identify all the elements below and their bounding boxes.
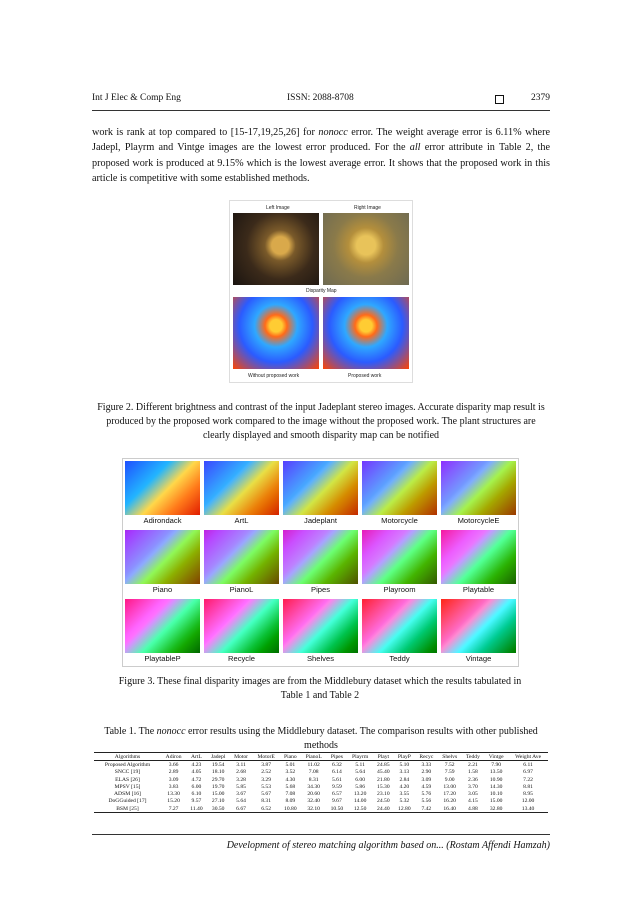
- table-cell: 3.09: [168, 776, 179, 783]
- disparity-image: [204, 599, 279, 653]
- table-cell: 10.50: [327, 805, 348, 813]
- disparity-image: [283, 461, 358, 515]
- table-header-cell: Weight Ave: [508, 753, 548, 761]
- table-row: [94, 783, 548, 790]
- table-row: [94, 769, 548, 776]
- left-stereo-image: [233, 213, 319, 285]
- table-cell: 5.53: [261, 783, 272, 790]
- disparity-image-label: Teddy: [389, 654, 410, 663]
- table-header-cell: Adiron: [161, 753, 186, 761]
- table-cell: 10.10: [489, 791, 503, 798]
- table-cell: 3.52: [285, 769, 296, 776]
- table-cell: 29.70: [211, 776, 225, 783]
- disparity-image: [362, 530, 437, 584]
- table-cell: 4.05: [191, 769, 202, 776]
- disparity-image: [441, 530, 516, 584]
- table-cell: 5.67: [261, 791, 272, 798]
- table-cell: 3.28: [236, 776, 246, 783]
- table-header-cell: Playrm: [347, 753, 373, 761]
- table-cell: 5.10: [399, 761, 410, 768]
- table-cell: 6.00: [355, 776, 365, 783]
- disparity-image-label: Pipes: [311, 585, 330, 594]
- table-cell: 9.57: [191, 798, 202, 805]
- disparity-image: [283, 599, 358, 653]
- disparity-image-label: PianoL: [229, 585, 254, 594]
- proposed-label: Proposed work: [348, 373, 382, 379]
- table-cell: 8.95: [523, 791, 533, 798]
- disparity-image: [441, 599, 516, 653]
- disparity-image: [125, 599, 200, 653]
- disparity-image-label: Shelves: [306, 654, 335, 663]
- table-cell: 3.11: [236, 761, 246, 768]
- disparity-proposed: [323, 297, 409, 369]
- disparity-image-cell: [281, 597, 360, 666]
- disparity-image: [362, 461, 437, 515]
- header-rule: [92, 110, 550, 111]
- disparity-image-label: MotorcycleE: [457, 516, 500, 525]
- disparity-image: [441, 461, 516, 515]
- table-header-cell: Recyc: [415, 753, 438, 761]
- table-cell: 2.90: [421, 769, 432, 776]
- disparity-image-label: Adirondack: [143, 516, 182, 525]
- table-cell: 6.97: [523, 769, 533, 776]
- table-cell: 7.42: [415, 805, 438, 813]
- table-cell: 30.50: [207, 805, 230, 813]
- table-cell: 7.08: [308, 769, 319, 776]
- table-cell: 6.11: [523, 761, 533, 768]
- disparity-image-label: PlaytableP: [144, 654, 181, 663]
- disparity-image: [204, 461, 279, 515]
- table-header-cell: Motor: [230, 753, 253, 761]
- disparity-image-cell: [281, 459, 360, 528]
- table-cell: 3.33: [421, 761, 432, 768]
- table-cell: 13.40: [508, 805, 548, 813]
- table-cell: 5.32: [399, 798, 410, 805]
- without-proposed-label: Without proposed work: [248, 373, 300, 379]
- table-cell: 15.00: [489, 798, 503, 805]
- table-cell: 3.29: [261, 776, 272, 783]
- table-header-cell: Teddy: [462, 753, 485, 761]
- disparity-image-label: Recycle: [227, 654, 255, 663]
- disparity-image-label: Piano: [152, 585, 173, 594]
- table-cell: 11.40: [186, 805, 206, 813]
- table-cell: 7.59: [444, 769, 455, 776]
- table-cell: 15.20: [167, 798, 180, 805]
- table-cell: 6.67: [230, 805, 253, 813]
- table-cell: 15.30: [377, 783, 390, 790]
- table-cell: 3.05: [468, 791, 478, 798]
- table-cell: 32.10: [301, 805, 327, 813]
- table-header-cell: MotorE: [252, 753, 280, 761]
- paragraph-line: work is rank at top compared to [15-17,19,25,26] for nonocc error. The weight average error is 6.11% where: [92, 127, 550, 138]
- disparity-image-label: Motorcycle: [381, 516, 418, 525]
- table-cell: 20.60: [307, 791, 320, 798]
- table-cell: 12.00: [521, 798, 535, 805]
- table-cell: 7.52: [444, 761, 455, 768]
- table-cell: 5.01: [285, 761, 296, 768]
- disparity-image-label: Playroom: [383, 585, 416, 594]
- table-cell: 6.57: [331, 791, 342, 798]
- table-cell: 3.83: [168, 783, 179, 790]
- table-cell: 2.52: [261, 769, 272, 776]
- disparity-image-cell: [360, 459, 439, 528]
- table-cell: 12.50: [347, 805, 373, 813]
- disparity-image-label: ArtL: [234, 516, 249, 525]
- table-cell: 24.85: [377, 761, 390, 768]
- table-cell: 7.90: [491, 761, 502, 768]
- table-cell: 9.00: [444, 776, 455, 783]
- table-cell: DoGGuided [17]: [108, 798, 147, 805]
- table-cell: 5.85: [236, 783, 246, 790]
- table-cell: 8.09: [285, 798, 296, 805]
- table-cell: 3.70: [468, 783, 478, 790]
- table-header-row: [94, 753, 548, 761]
- table-1-caption: Table 1. The nonocc error results using the Middlebury dataset. The comparison results with other published methods: [104, 726, 538, 751]
- table-cell: 4.72: [191, 776, 202, 783]
- table-row: [94, 790, 548, 797]
- table-cell: 24.50: [377, 798, 390, 805]
- paragraph-line: proposed work is produced at 9.15% which is the lowest average error. It shows that the proposed work in this: [92, 157, 550, 169]
- table-cell: 14.30: [489, 783, 503, 790]
- figure-3: [122, 458, 519, 667]
- table-cell: 5.11: [355, 761, 365, 768]
- table-cell: 6.14: [331, 769, 342, 776]
- table-cell: 7.27: [161, 805, 186, 813]
- table-cell: 34.30: [307, 783, 320, 790]
- table-cell: 13.00: [443, 783, 456, 790]
- table-cell: 8.31: [308, 776, 319, 783]
- table-cell: 6.52: [252, 805, 280, 813]
- table-cell: 9.59: [331, 783, 342, 790]
- table-cell: 2.89: [168, 769, 179, 776]
- paragraph-line: Jadepl, Playrm and Vintge images are the lowest error produced. For the all error attribute in Table 2, the: [92, 142, 550, 154]
- table-cell: 4.88: [462, 805, 485, 813]
- page-number: 2379: [531, 93, 550, 103]
- table-cell: 32.40: [307, 798, 320, 805]
- table-cell: 4.23: [191, 761, 202, 768]
- table-cell: 8.31: [261, 798, 272, 805]
- disparity-image-label: Playtable: [462, 585, 495, 594]
- table-header-cell: Piano: [280, 753, 301, 761]
- issn: ISSN: 2088-8708: [287, 93, 354, 103]
- right-stereo-image: [323, 213, 409, 285]
- table-cell: SNCC [19]: [114, 769, 141, 776]
- table-cell: 19.70: [211, 783, 225, 790]
- table-cell: 5.86: [355, 783, 365, 790]
- table-cell: 5.56: [421, 798, 432, 805]
- table-row: [94, 805, 548, 813]
- table-cell: 23.10: [377, 791, 390, 798]
- table-header-cell: Playt: [373, 753, 394, 761]
- table-cell: 6.10: [191, 791, 202, 798]
- table-row: [94, 761, 548, 769]
- table-cell: 6.32: [331, 761, 342, 768]
- table-cell: Proposed Algorithm: [104, 761, 151, 768]
- table-cell: 5.64: [236, 798, 246, 805]
- table-cell: ADSM [16]: [114, 791, 141, 798]
- disparity-image: [125, 461, 200, 515]
- disparity-map-label: Disparity Map: [306, 288, 337, 294]
- disparity-image-cell: [360, 597, 439, 666]
- disparity-image-cell: [360, 528, 439, 597]
- disparity-image-cell: [439, 459, 518, 528]
- disparity-image-cell: [281, 528, 360, 597]
- table-cell: 4.59: [421, 783, 432, 790]
- table-cell: 3.66: [168, 761, 179, 768]
- table-cell: 2.36: [468, 776, 478, 783]
- table-cell: 10.80: [280, 805, 301, 813]
- table-cell: 3.55: [399, 791, 410, 798]
- disparity-image: [204, 530, 279, 584]
- disparity-image: [125, 530, 200, 584]
- table-header-cell: PianoL: [301, 753, 327, 761]
- page-header: [92, 93, 550, 107]
- table-cell: 5.76: [421, 791, 432, 798]
- table-cell: 12.80: [394, 805, 415, 813]
- table-header-cell: Vintge: [484, 753, 508, 761]
- table-header-cell: Shelvs: [438, 753, 462, 761]
- table-cell: 4.15: [468, 798, 478, 805]
- table-cell: 45.40: [377, 769, 390, 776]
- table-cell: 17.20: [443, 791, 456, 798]
- table-header-cell: Pipes: [327, 753, 348, 761]
- table-cell: 24.40: [373, 805, 394, 813]
- square-icon: [495, 95, 504, 104]
- table-cell: 15.00: [211, 791, 225, 798]
- table-cell: 16.40: [438, 805, 462, 813]
- table-cell: 11.02: [307, 761, 320, 768]
- disparity-image: [283, 530, 358, 584]
- table-row: [94, 798, 548, 805]
- table-cell: 19.54: [211, 761, 225, 768]
- table-cell: 7.08: [285, 791, 296, 798]
- footer-rule: [92, 834, 550, 835]
- disparity-image-cell: [202, 597, 281, 666]
- table-cell: 13.50: [489, 769, 503, 776]
- table-header-cell: ArtL: [186, 753, 206, 761]
- body-paragraph: [92, 125, 550, 186]
- table-cell: 18.10: [211, 769, 225, 776]
- disparity-image-label: Jadeplant: [304, 516, 337, 525]
- table-cell: 9.67: [331, 798, 342, 805]
- table-cell: 8.81: [523, 783, 533, 790]
- figure-2-caption: Figure 2. Different brightness and contrast of the input Jadeplant stereo images. Accurate disparity map result is produced by the proposed work compared to the image without the proposed work. The plant structures are clearly displayed and smooth disparity map can be notified: [97, 402, 545, 441]
- journal-name: Int J Elec & Comp Eng: [92, 93, 181, 103]
- table-cell: ELAS [26]: [115, 776, 140, 783]
- table-header-cell: Algorithms: [94, 753, 161, 761]
- table-cell: 5.68: [285, 783, 296, 790]
- table-cell: 4.30: [285, 776, 296, 783]
- table-cell: 2.21: [468, 761, 478, 768]
- table-cell: 3.87: [261, 761, 272, 768]
- figure-3-caption: Figure 3. These final disparity images are from the Middlebury dataset which the results tabulated in Table 1 and Table 2: [118, 676, 522, 701]
- disparity-image-cell: [202, 459, 281, 528]
- table-cell: 27.10: [211, 798, 225, 805]
- table-cell: 5.61: [331, 776, 342, 783]
- table-cell: 1.58: [468, 769, 478, 776]
- table-cell: 5.64: [355, 769, 365, 776]
- disparity-without-proposed: [233, 297, 319, 369]
- table-cell: 2.68: [236, 769, 246, 776]
- disparity-image-cell: [439, 597, 518, 666]
- table-1: [94, 752, 548, 813]
- table-cell: 16.20: [443, 798, 456, 805]
- disparity-image-cell: [123, 528, 202, 597]
- disparity-image-cell: [123, 459, 202, 528]
- table-cell: 7.22: [523, 776, 533, 783]
- table-row: [94, 776, 548, 783]
- table-cell: 3.09: [421, 776, 432, 783]
- table-cell: 4.20: [399, 783, 410, 790]
- table-cell: 3.13: [399, 769, 410, 776]
- table-cell: MPSV [15]: [114, 783, 141, 790]
- disparity-image-cell: [202, 528, 281, 597]
- right-image-label: Right Image: [354, 205, 381, 211]
- disparity-image-cell: [123, 597, 202, 666]
- left-image-label: Left Image: [266, 205, 290, 211]
- disparity-image: [362, 599, 437, 653]
- table-cell: 14.00: [353, 798, 367, 805]
- paragraph-line: article is competitive with some established methods.: [92, 172, 310, 184]
- table-header-cell: PlayP: [394, 753, 415, 761]
- table-cell: 6.00: [191, 783, 202, 790]
- disparity-image-label: Vintage: [465, 654, 492, 663]
- table-cell: 13.20: [353, 791, 367, 798]
- page-footer: Development of stereo matching algorithm based on... (Rostam Affendi Hamzah): [226, 840, 550, 851]
- table-header-cell: Jadepl: [207, 753, 230, 761]
- table-cell: 3.67: [236, 791, 246, 798]
- table-cell: 21.80: [377, 776, 390, 783]
- disparity-image-cell: [439, 528, 518, 597]
- table-cell: 32.80: [484, 805, 508, 813]
- figure-2: [229, 200, 413, 383]
- table-cell: 2.84: [399, 776, 410, 783]
- table-cell: 10.90: [489, 776, 503, 783]
- table-cell: BSM [25]: [94, 805, 161, 813]
- table-cell: 13.30: [167, 791, 180, 798]
